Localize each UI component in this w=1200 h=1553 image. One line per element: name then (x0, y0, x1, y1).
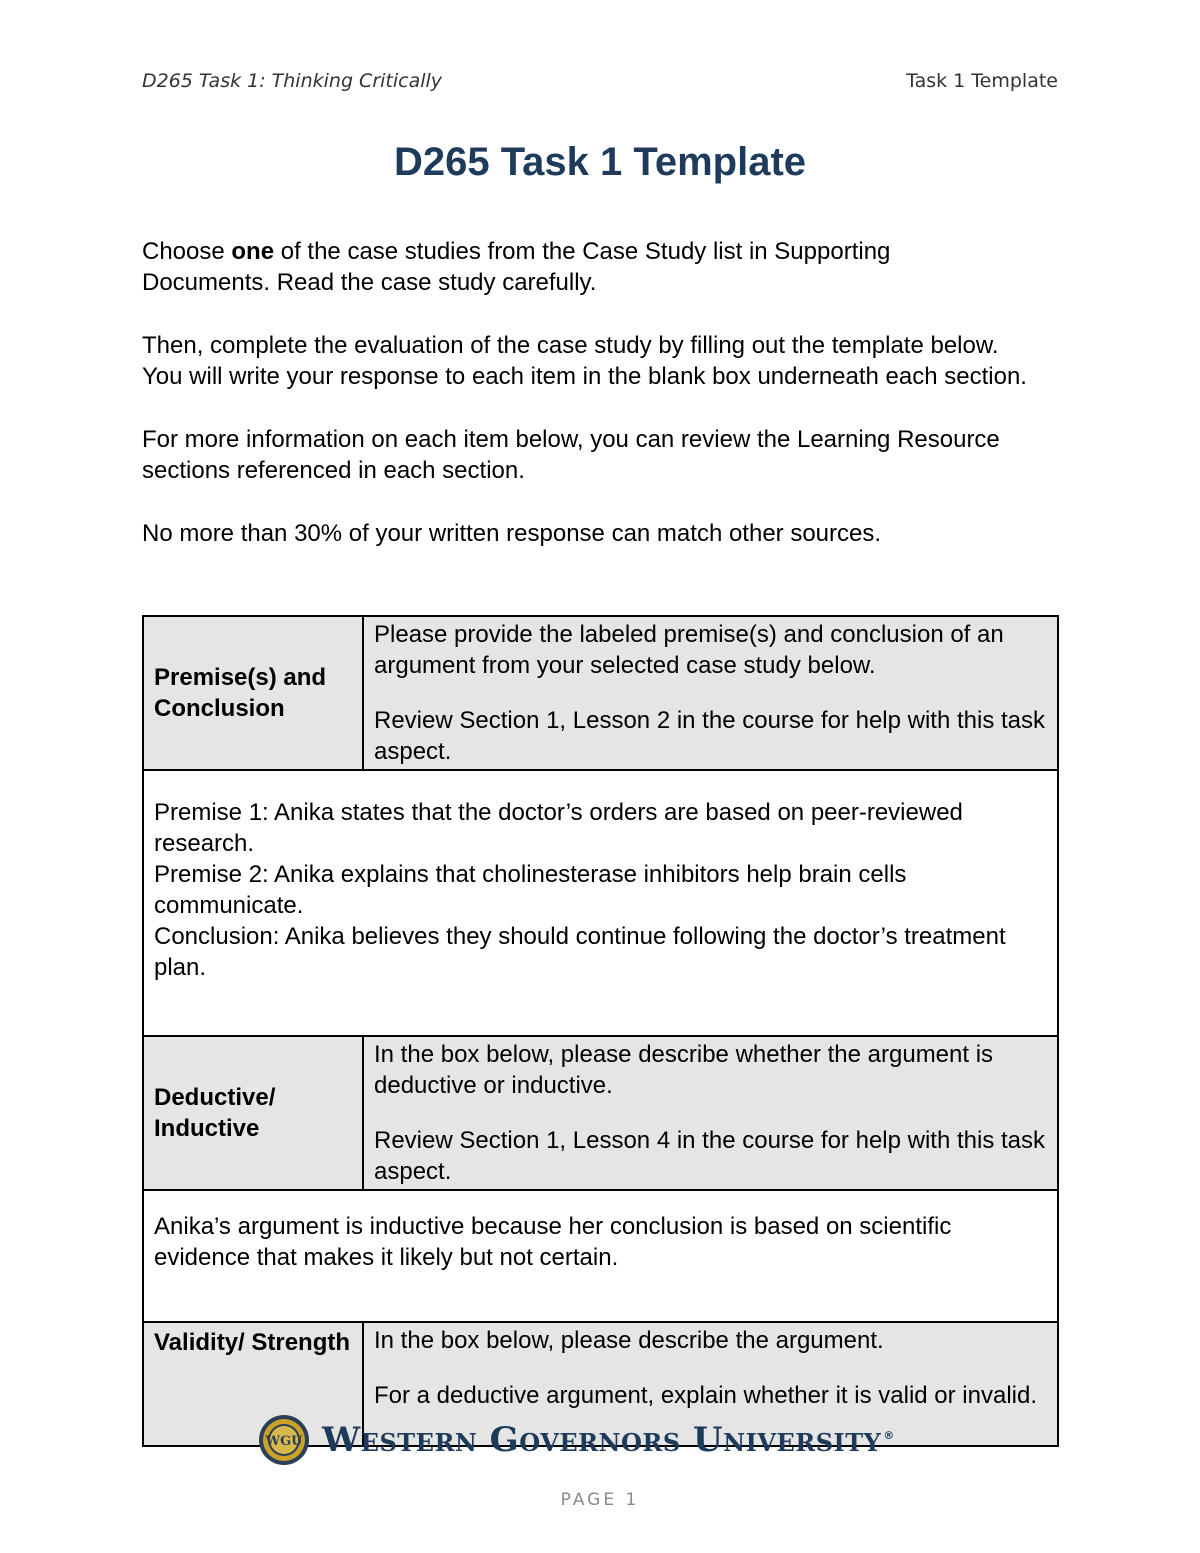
validity-review: For a deductive argument, explain whether it is valid or invalid. (374, 1382, 1037, 1409)
deductive-prompt-cell (363, 1036, 1058, 1190)
wgu-wordmark-text: Western Governors University (322, 1420, 882, 1460)
deductive-header-row (143, 1036, 1058, 1190)
intro-p1-text-b: of the case studies from the Case Study list in Supporting Documents. Read the case study carefully. (142, 238, 891, 296)
validity-prompt: In the box below, please describe the argument. (374, 1327, 884, 1354)
page-title: D265 Task 1 Template (393, 140, 807, 184)
deductive-answer-row (143, 1190, 1058, 1322)
wgu-trademark: ® (883, 1428, 895, 1442)
intro-paragraph-1 (142, 236, 1022, 298)
page-number: PAGE 1 (560, 1490, 640, 1510)
wgu-wordmark (322, 1420, 895, 1460)
seal-initials: WGU (265, 1434, 303, 1449)
intro-paragraph-4: No more than 30% of your written response can match other sources. (142, 520, 882, 547)
intro-paragraph-2: Then, complete the evaluation of the case study by filling out the template below. You will write your response to each item in the blank box underneath each section. (142, 332, 1027, 390)
deductive-prompt: In the box below, please describe whether the argument is deductive or inductive. (374, 1041, 994, 1099)
intro-instructions (142, 236, 1058, 581)
premise-prompt: Please provide the labeled premise(s) and conclusion of an argument from your selected case study below. (374, 621, 1004, 679)
deductive-answer-box[interactable] (143, 1190, 1058, 1322)
premise-label: Premise(s) and Conclusion (143, 616, 363, 770)
premise-prompt-cell (363, 616, 1058, 770)
intro-p1-emphasis: one (231, 238, 275, 265)
deductive-review: Review Section 1, Lesson 4 in the course for help with this task aspect. (374, 1127, 1046, 1185)
template-table (142, 615, 1059, 1447)
premise-review: Review Section 1, Lesson 2 in the course for help with this task aspect. (374, 707, 1046, 765)
intro-paragraph-3: For more information on each item below, you can review the Learning Resource sections referenced in each section. (142, 426, 1000, 484)
header-document-title: D265 Task 1: Thinking Critically (142, 70, 443, 92)
wgu-seal-icon (258, 1414, 310, 1466)
validity-label: Validity/ Strength (143, 1322, 363, 1446)
premise-header-row (143, 616, 1058, 770)
premise-answer-line-3: Conclusion: Anika believes they should continue following the doctor’s treatment plan. (154, 923, 1006, 981)
wgu-logo (258, 1412, 895, 1468)
premise-answer-box[interactable] (143, 770, 1058, 1036)
premise-answer-line-2: Premise 2: Anika explains that cholinesterase inhibitors help brain cells communicate. (154, 861, 907, 919)
deductive-label: Deductive/ Inductive (143, 1036, 363, 1190)
deductive-answer-line-1: Anika’s argument is inductive because her conclusion is based on scientific evidence that makes it likely but not certain. (154, 1213, 952, 1271)
intro-p1-text-a: Choose (142, 238, 232, 265)
premise-answer-line-1: Premise 1: Anika states that the doctor’s orders are based on peer-reviewed research. (154, 799, 963, 857)
header-template-label: Task 1 Template (906, 70, 1058, 92)
premise-answer-row (143, 770, 1058, 1036)
